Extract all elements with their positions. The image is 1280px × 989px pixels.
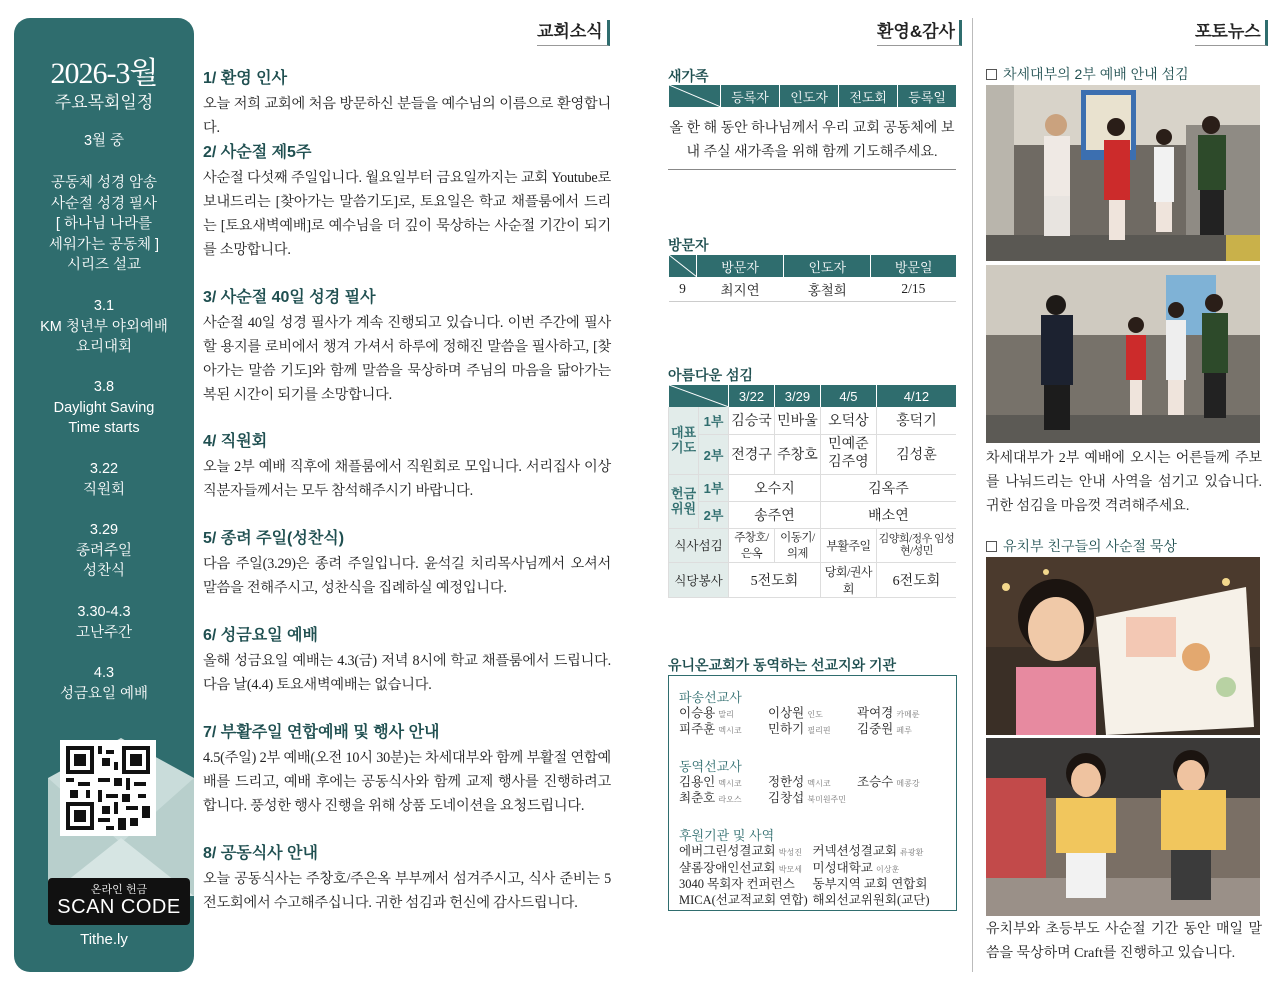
mission-title: 유니온교회가 동역하는 선교지와 기관 [668, 657, 897, 673]
schedule-item: 3.1 KM 청년부 야외예배 요리대회 [40, 298, 168, 355]
schedule-sidebar [14, 18, 194, 972]
diagonal-line-icon [669, 85, 721, 107]
news-body: 다음 주일(3.29)은 종려 주일입니다. 윤석길 치리목사님께서 오셔서 말씀을 전해주시고, 성찬식을 집례하실 예정입니다. [203, 556, 611, 596]
scan-label-small: 온라인 헌금 [90, 884, 148, 896]
missionary: 피주훈 멕시코 [679, 722, 742, 736]
photo-toddlers-craft [986, 738, 1260, 916]
table-row: 헌금위원 1부 오수지 김옥주 [669, 474, 957, 501]
row-sublabel: 2부 [699, 434, 729, 474]
news-item [203, 66, 611, 140]
col-header: 등록자 [721, 85, 780, 107]
row-label: 식당봉사 [669, 562, 729, 597]
qr-code[interactable] [60, 740, 156, 836]
news-heading: 7/ 부활주일 연합예배 및 행사 안내 [203, 724, 440, 741]
news-item [203, 720, 611, 818]
table-row: 대표기도 1부 김승국 민바울 오덕상 홍덕기 [669, 407, 957, 434]
scan-label-big: SCAN CODE [57, 896, 181, 918]
qr-code-icon [66, 746, 150, 830]
news-heading: 4/ 직원회 [203, 433, 268, 450]
missionary: 이승용 말리 [679, 706, 734, 720]
row-sublabel: 2부 [699, 501, 729, 528]
new-family-title: 새가족 [668, 68, 709, 84]
column-divider [972, 18, 973, 972]
news-heading: 8/ 공동식사 안내 [203, 845, 318, 862]
news-body: 오늘 공동식사는 주창호/주은옥 부부께서 섬겨주시고, 식사 준비는 5전도회에서 수고해주십니다. 귀한 섬김과 헌신에 감사드립니다. [203, 871, 611, 911]
schedule-item: 3월 중 [83, 133, 125, 149]
photo-heading: 차세대부의 2부 예배 안내 섬김 [986, 64, 1189, 84]
checkbox-icon [986, 69, 997, 80]
news-body: 사순절 다섯째 주일입니다. 월요일부터 금요일까지는 교회 Youtube로 보내드리는 [찾아가는 말씀기도]로, 토요일은 학교 채플룸에서 드리는 [토요새벽예배]로 예수님을 더 깊이 묵상하는 사순절 기간이 되기를 소망합니다. [203, 170, 611, 258]
news-item [203, 526, 611, 600]
photo-heading: 유치부 친구들의 사순절 묵상 [986, 536, 1177, 556]
photo-child-book [986, 557, 1260, 735]
checkbox-icon [986, 541, 997, 552]
col-header: 전도회 [839, 85, 898, 107]
schedule-item: 4.3 성금요일 예배 [59, 665, 149, 702]
org: 미성대학교 이상훈 [812, 860, 900, 875]
org: 동부지역 교회 연합회 [812, 877, 928, 891]
missionary: 조승수 메콩강 [857, 775, 920, 789]
schedule-item: 3.22 직원회 [82, 461, 126, 498]
scan-code-button[interactable] [48, 878, 190, 925]
news-item [203, 841, 611, 915]
missionary: 김용인 멕시코 [679, 775, 742, 789]
news-heading: 5/ 종려 주일(성찬식) [203, 530, 345, 547]
col-header: 인도자 [780, 85, 839, 107]
missionary: 곽여경 카메룬 [857, 706, 920, 720]
photo-caption: 차세대부가 2부 예배에 오시는 어른들께 주보를 나눠드리는 안내 사역을 섬기고 있습니다. 귀한 섬김을 마음껏 격려해주세요. [986, 451, 1262, 514]
schedule-item: 공동체 성경 암송 사순절 성경 필사 [ 하나님 나라를 세워가는 공동체 ] 시리즈 설교 [48, 175, 160, 273]
support-orgs [679, 844, 946, 908]
diagonal-line-icon [669, 255, 697, 277]
news-heading: 6/ 성금요일 예배 [203, 627, 318, 644]
photo-section-title: 포토뉴스 [1195, 20, 1268, 46]
col-header: 등록일 [898, 85, 956, 107]
mission-subheading: 파송선교사 [679, 690, 742, 705]
diag-cell [669, 85, 721, 107]
mission-box [668, 675, 957, 911]
news-section-title: 교회소식 [537, 20, 610, 46]
visitors-title: 방문자 [668, 237, 709, 253]
mission-subheading: 동역선교사 [679, 759, 742, 774]
missionary: 정한성 멕시코 [768, 775, 831, 789]
row-sublabel: 1부 [699, 474, 729, 501]
news-body: 4.5(주일) 2부 예배(오전 10시 30분)는 차세대부와 함께 부활절 연합예배를 드리고, 예배 후에는 공동식사와 함께 교제 행사를 진행하려고 합니다. 풍성한 행사 진행을 위해 상품 도네이션을 요청드립니다. [203, 750, 611, 814]
table-row: 2부 전경구 주창호 민예준 김주영 김성훈 [669, 434, 957, 474]
org: 해외선교위원회(교단) [812, 892, 930, 907]
photo-ushers-2 [986, 265, 1260, 443]
col-header: 3/29 [774, 385, 820, 407]
missionary: 김중원 페루 [857, 722, 912, 736]
welcome-section-title: 환영&감사 [877, 20, 962, 46]
schedule-subtitle: 주요목회일정 [54, 93, 154, 112]
news-item [203, 285, 611, 407]
news-heading: 2/ 사순절 제5주 [203, 144, 312, 161]
service-title: 아름다운 섬김 [668, 367, 754, 383]
schedule-item: 3.30-4.3 고난주간 [75, 604, 133, 641]
missionary: 민하기 필리핀 [768, 722, 831, 736]
tithe-link[interactable]: Tithe.ly [80, 931, 128, 948]
missionary: 김창섭 북미원주민 [768, 791, 846, 805]
missionary: 이상원 인도 [768, 706, 823, 720]
row-label: 식사섬김 [669, 528, 729, 562]
news-item [203, 429, 611, 503]
org: 에버그린성결교회 박성진 [679, 844, 802, 858]
photo-ushers-1 [986, 85, 1260, 261]
row-label: 헌금위원 [669, 474, 699, 528]
missionary: 최춘호 라오스 [679, 791, 742, 805]
news-item [203, 623, 611, 697]
org: MICA(선교적교회 연합) [679, 892, 808, 907]
table-row: 식사섬김 주창호/은옥 이동기/의제 부활주일 김양희/정우 임성현/성민 [669, 528, 957, 562]
table-row: 2부 송주연 배소연 [669, 501, 957, 528]
col-header: 3/22 [729, 385, 775, 407]
row-sublabel: 1부 [699, 407, 729, 434]
diag-cell [669, 255, 697, 277]
org: 커넥션성결교회 류광환 [812, 844, 924, 858]
diag-cell [669, 385, 729, 407]
col-header: 4/12 [876, 385, 956, 407]
new-family-table [668, 85, 956, 107]
sent-missionaries [679, 706, 946, 738]
news-body: 오늘 저희 교회에 처음 방문하신 분들을 예수님의 이름으로 환영합니다. [203, 96, 611, 136]
table-row: 9 최지연 홍철희 2/15 [669, 277, 957, 301]
col-header: 방문자 [697, 255, 784, 277]
partner-missionaries [679, 775, 946, 807]
table-row: 식당봉사 5전도회 당회/권사회 6전도회 [669, 562, 957, 597]
news-body: 오늘 2부 예배 직후에 채플룸에서 직원회로 모입니다. 서리집사 이상 직분자들께서는 모두 참석해주시기 바랍니다. [203, 459, 611, 499]
news-body: 올해 성금요일 예배는 4.3(금) 저녁 8시에 학교 채플룸에서 드립니다. 다음 날(4.4) 토요새벽예배는 없습니다. [203, 653, 611, 693]
news-body: 사순절 40일 성경 필사가 계속 진행되고 있습니다. 이번 주간에 필사할 용지를 로비에서 챙겨 가셔서 하루에 정해진 말씀을 필사하고, [찾아가는 말씀 기도]와 함께 말씀을 묵상하며 주님의 마음을 닮아가는 복된 시간이 되기를 소망합니다. [203, 315, 611, 403]
diagonal-line-icon [669, 385, 729, 407]
visitors-table [668, 255, 956, 302]
new-family-note: 올 한 해 동안 하나님께서 우리 교회 공동체에 보내 주실 새가족을 위해 함께 기도해주세요. [668, 117, 956, 170]
col-header: 4/5 [820, 385, 876, 407]
photo-caption: 유치부와 초등부도 사순절 기간 동안 매일 말씀을 묵상하며 Craft를 진행하고 있습니다. [986, 922, 1262, 961]
org: 샬롬장애인선교회 박모세 [679, 860, 802, 875]
schedule-year: 2026-3월 [50, 57, 158, 90]
col-header: 인도자 [784, 255, 871, 277]
news-heading: 3/ 사순절 40일 성경 필사 [203, 289, 376, 306]
news-item [203, 140, 611, 262]
org: 3040 목회자 컨퍼런스 [679, 877, 795, 891]
row-label: 대표기도 [669, 407, 699, 474]
schedule-item: 3.8 Daylight Saving Time starts [53, 379, 155, 436]
col-header: 방문일 [871, 255, 956, 277]
mission-subheading: 후원기관 및 사역 [679, 828, 775, 843]
service-table [668, 385, 956, 598]
news-heading: 1/ 환영 인사 [203, 70, 288, 87]
schedule-item: 3.29 종려주일 성찬식 [75, 522, 133, 579]
